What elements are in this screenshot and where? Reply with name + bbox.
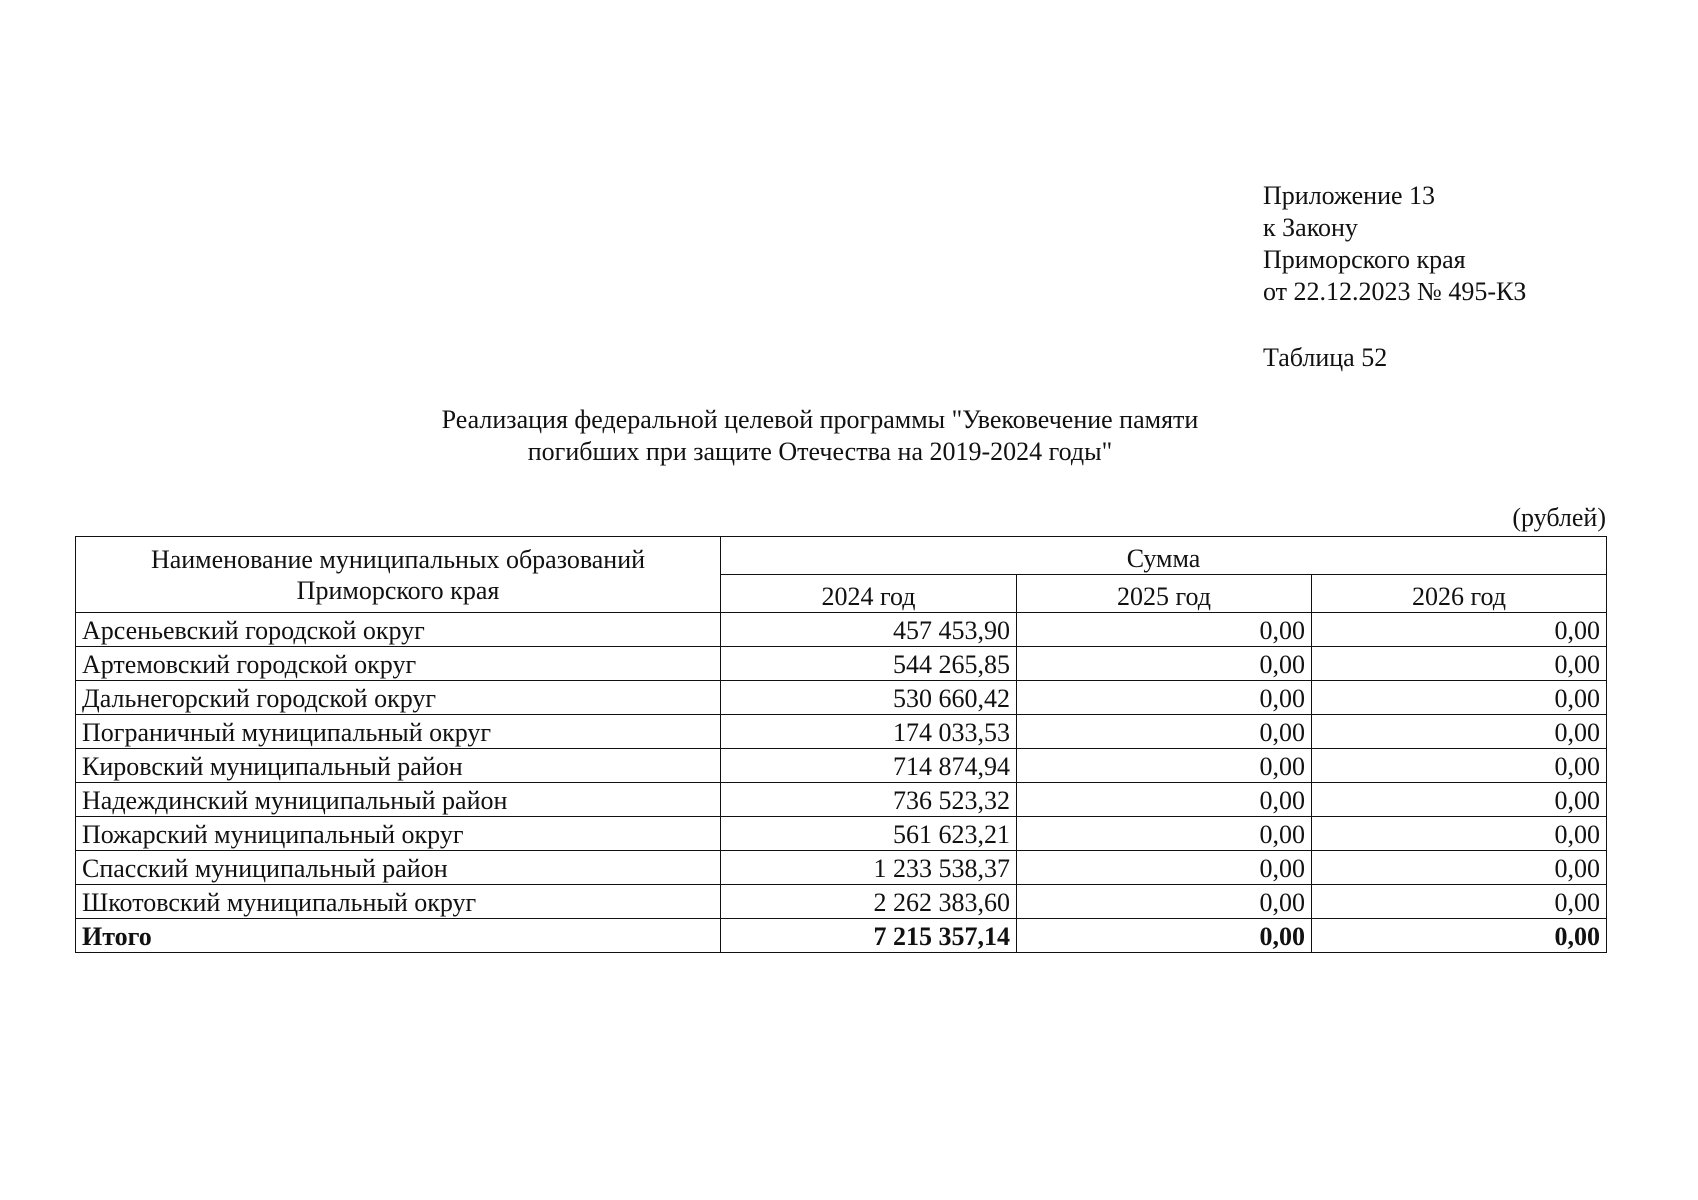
column-header-year: 2026 год	[1312, 575, 1607, 613]
total-2024: 7 215 357,14	[721, 919, 1017, 953]
municipality-name: Арсеньевский городской округ	[76, 613, 721, 647]
amount-2024: 544 265,85	[721, 647, 1017, 681]
table-row	[76, 613, 1607, 647]
column-header-name	[76, 537, 721, 613]
amount-2025: 0,00	[1017, 613, 1312, 647]
table-row	[76, 749, 1607, 783]
amount-2025: 0,00	[1017, 783, 1312, 817]
amount-2024: 736 523,32	[721, 783, 1017, 817]
municipality-name: Спасский муниципальный район	[76, 851, 721, 885]
amount-2026: 0,00	[1312, 817, 1607, 851]
appendix-line: к Закону	[1263, 213, 1358, 242]
amount-2026: 0,00	[1312, 715, 1607, 749]
amount-2025: 0,00	[1017, 681, 1312, 715]
table-number: Таблица 52	[1263, 343, 1388, 372]
appendix-line: от 22.12.2023 № 495-КЗ	[1263, 277, 1527, 306]
amount-2026: 0,00	[1312, 647, 1607, 681]
allocation-table	[75, 536, 1607, 953]
municipality-name: Артемовский городской округ	[76, 647, 721, 681]
municipality-name: Пограничный муниципальный округ	[76, 715, 721, 749]
title-line: Реализация федеральной целевой программы "Увековечение памяти	[441, 405, 1199, 434]
amount-2026: 0,00	[1312, 681, 1607, 715]
amount-2024: 1 233 538,37	[721, 851, 1017, 885]
amount-2026: 0,00	[1312, 885, 1607, 919]
amount-2026: 0,00	[1312, 783, 1607, 817]
document-title	[300, 404, 1340, 468]
amount-2026: 0,00	[1312, 749, 1607, 783]
amount-2024: 561 623,21	[721, 817, 1017, 851]
units-label: (рублей)	[1512, 503, 1606, 532]
appendix-block	[1263, 180, 1526, 308]
total-2026: 0,00	[1312, 919, 1607, 953]
table-row	[76, 885, 1607, 919]
table-row	[76, 681, 1607, 715]
column-header-year: 2024 год	[721, 575, 1017, 613]
appendix-line: Приложение 13	[1263, 181, 1436, 210]
amount-2025: 0,00	[1017, 715, 1312, 749]
table-row	[76, 715, 1607, 749]
total-label: Итого	[76, 919, 721, 953]
total-2025: 0,00	[1017, 919, 1312, 953]
column-header-year: 2025 год	[1017, 575, 1312, 613]
total-row	[76, 919, 1607, 953]
amount-2024: 174 033,53	[721, 715, 1017, 749]
municipality-name: Дальнегорский городской округ	[76, 681, 721, 715]
amount-2026: 0,00	[1312, 851, 1607, 885]
title-line: погибших при защите Отечества на 2019-2024 годы"	[527, 437, 1113, 466]
amount-2025: 0,00	[1017, 749, 1312, 783]
column-header-sum: Сумма	[721, 537, 1607, 575]
amount-2024: 2 262 383,60	[721, 885, 1017, 919]
amount-2025: 0,00	[1017, 817, 1312, 851]
appendix-line: Приморского края	[1263, 245, 1466, 274]
header-line: Приморского края	[296, 575, 500, 605]
amount-2024: 457 453,90	[721, 613, 1017, 647]
amount-2026: 0,00	[1312, 613, 1607, 647]
amount-2025: 0,00	[1017, 851, 1312, 885]
table-row	[76, 647, 1607, 681]
amount-2025: 0,00	[1017, 647, 1312, 681]
table-row	[76, 817, 1607, 851]
amount-2024: 530 660,42	[721, 681, 1017, 715]
table-row	[76, 783, 1607, 817]
municipality-name: Шкотовский муниципальный округ	[76, 885, 721, 919]
municipality-name: Надеждинский муниципальный район	[76, 783, 721, 817]
amount-2025: 0,00	[1017, 885, 1312, 919]
municipality-name: Пожарский муниципальный округ	[76, 817, 721, 851]
amount-2024: 714 874,94	[721, 749, 1017, 783]
table-row	[76, 851, 1607, 885]
municipality-name: Кировский муниципальный район	[76, 749, 721, 783]
header-line: Наименование муниципальных образований	[150, 544, 646, 574]
